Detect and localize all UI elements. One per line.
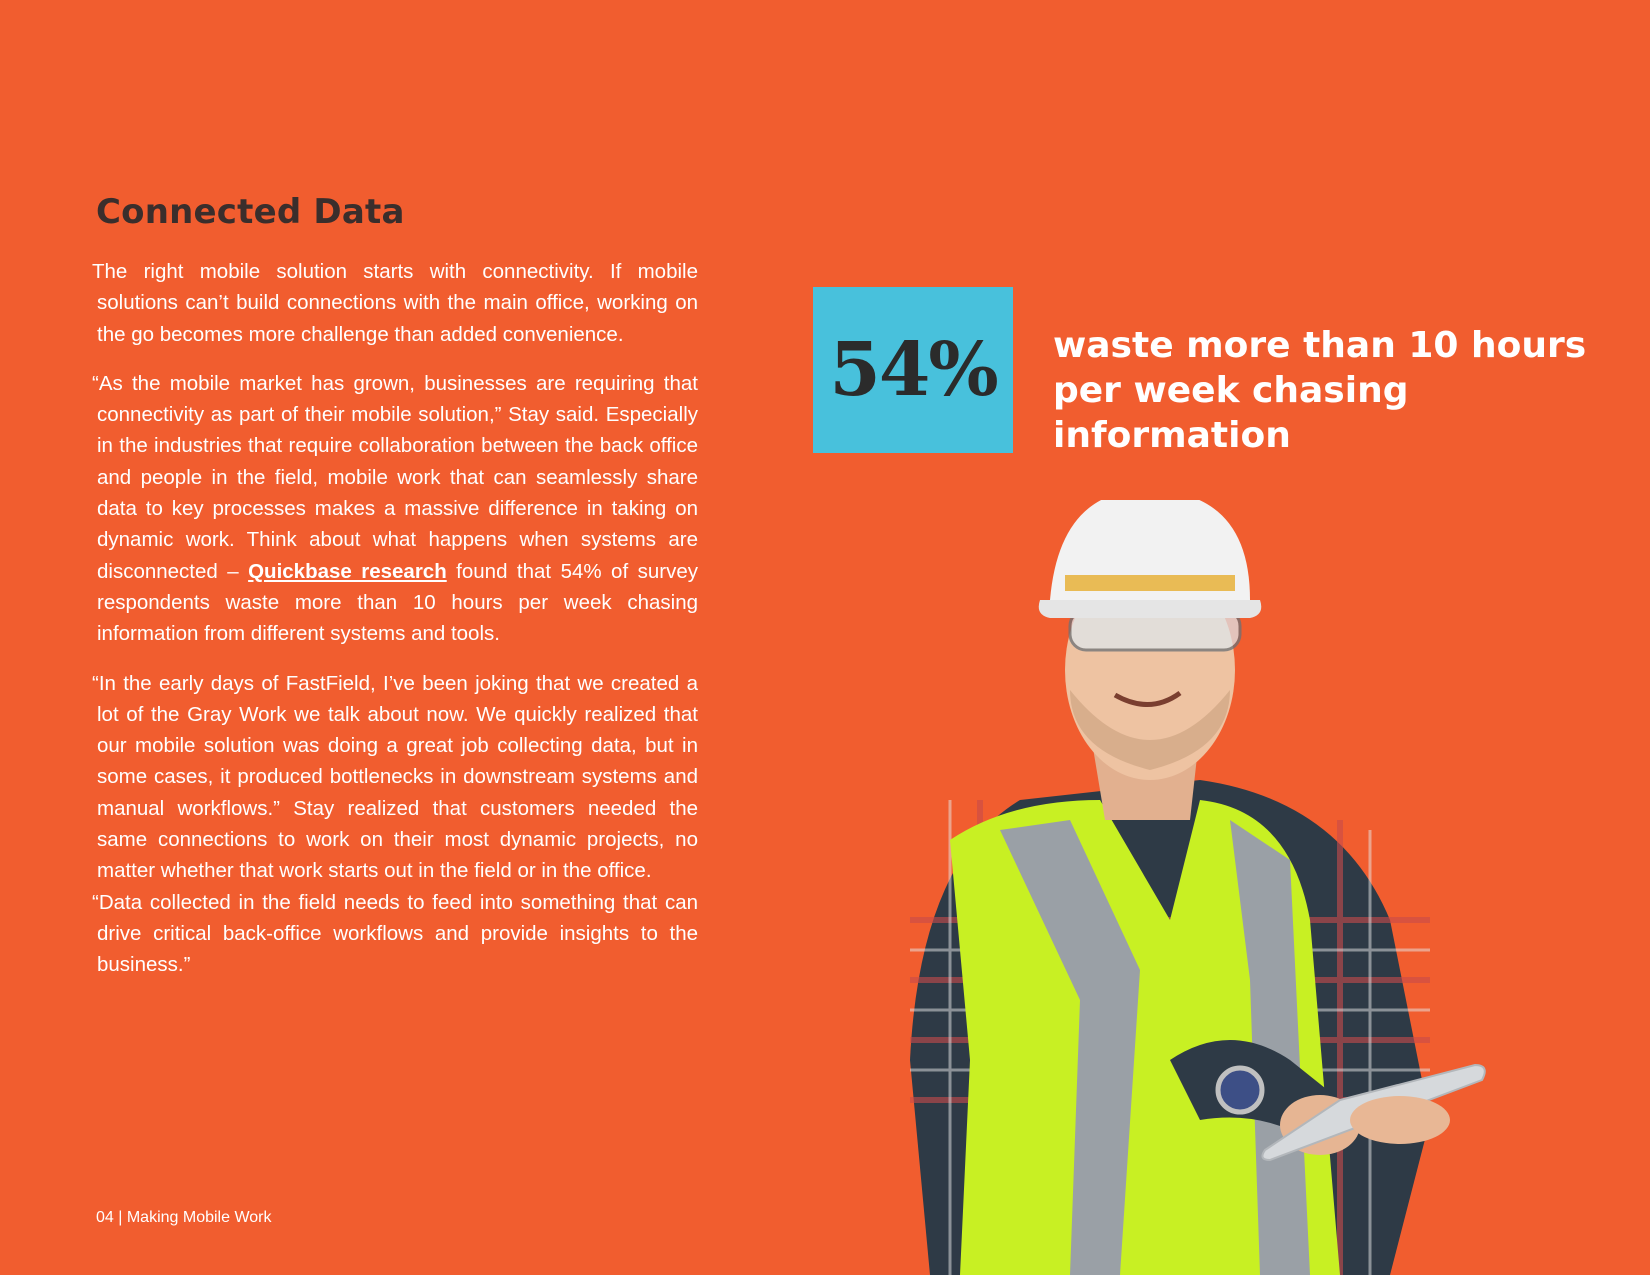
paragraph-market bbox=[92, 368, 698, 650]
page-footer: 04 | Making Mobile Work bbox=[96, 1209, 272, 1226]
paragraph-intro: The right mobile solution starts with connectivity. If mobile solutions can’t build connections with the main office, working on the go becomes more challenge than added convenience. bbox=[92, 260, 698, 346]
stat-caption-line-2: per week chasing information bbox=[1053, 370, 1409, 456]
paragraph-fastfield: “In the early days of FastField, I’ve been joking that we created a lot of the Gray Work we talk about now. We quickly realized that our mobile solution was doing a great job collecting data, but in some cases, it produced bottlenecks in downstream systems and manual workflows.” Stay realized that customers needed the same connections to work on their most dynamic projects, no matter whether that work starts out in the field or in the office. bbox=[92, 671, 698, 883]
quickbase-research-link[interactable]: Quickbase research bbox=[248, 559, 447, 583]
stat-box bbox=[813, 287, 1013, 453]
paragraph-market-text-end: found that 54% of survey respondents waste more than 10 hours per week chasing information from different systems and tools. bbox=[97, 559, 698, 646]
worker-with-tablet-photo bbox=[870, 500, 1560, 1275]
stat-caption bbox=[1053, 323, 1613, 458]
paragraph-market-text: “As the mobile market has grown, businesses are requiring that connectivity as part of their mobile solution,” Stay said. Especially in the industries that require collaboration between the back office and people in the field, mobile work that can seamlessly share data to key processes makes a massive difference in taking on dynamic work. Think about what happens when systems are disconnected – bbox=[92, 371, 698, 583]
body-text-column bbox=[92, 256, 698, 999]
paragraph-quote: “Data collected in the field needs to feed into something that can drive critical back-office workflows and provide insights to the business.” bbox=[92, 890, 698, 977]
stat-caption-line-1: waste more than 10 hours bbox=[1053, 325, 1587, 366]
section-heading: Connected Data bbox=[96, 192, 405, 232]
stat-number: 54% bbox=[829, 327, 997, 413]
